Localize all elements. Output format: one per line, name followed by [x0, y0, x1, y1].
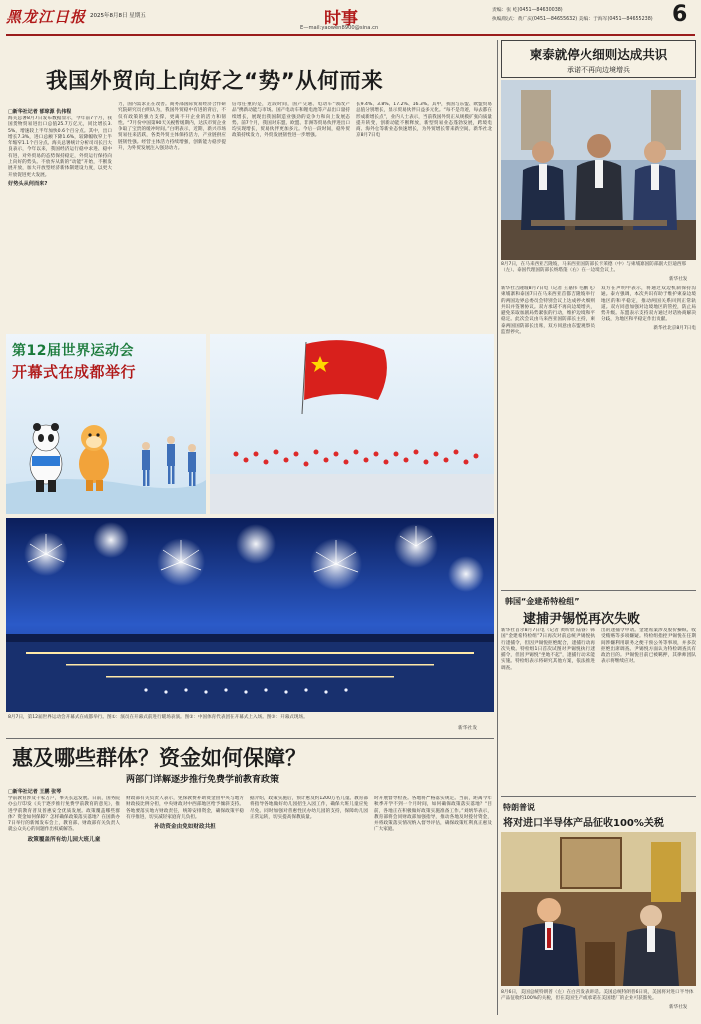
editor-line-2: 执编/版式：黄广庆(0451—84655632) 美编：于海军(0451—84655238) — [492, 17, 653, 22]
newspaper-name: 黑龙江日报 — [6, 8, 87, 26]
chip-credit: 新华社发 — [669, 1005, 688, 1010]
chip-kicker: 特朗普说 — [503, 803, 535, 812]
preschool-col-2 — [126, 796, 244, 1016]
article-korea — [501, 594, 696, 794]
preschool-col-3: 据介绍，政策实施后，预计惠及约1200万名儿童。教育部将指导各地做好幼儿园招生入园工作，确保大班儿童应免尽免。同时加强对普惠性民办幼儿园的支持，保障幼儿园正常运转，切实提高保教质量。 — [250, 796, 368, 820]
page-number: 6 — [672, 2, 688, 27]
ct-photo-credit: 新华社发 — [669, 277, 688, 282]
trade-subhead: 好势头从何而来? — [8, 180, 48, 187]
editor-credits — [492, 6, 653, 24]
section-email: E—mail:yaowen8900@sina.cn — [300, 25, 379, 31]
section-title: 时事 — [324, 9, 358, 29]
ct-headline-box — [501, 40, 696, 78]
article-preschool — [6, 742, 494, 1018]
preschool-subhead: 两部门详解逐步推行免费学前教育政策 — [126, 775, 280, 785]
preschool-section-a: 政策覆盖所有幼儿园大班儿童 — [27, 836, 101, 843]
preschool-text-1: 学前教育涉及千家万户，事关长远发展。日前，国务院办公厅印发《关于逐步推行免费学前教育的意见》，推进学前教育普及普惠安全优质发展。政策覆盖哪些群体？资金如何保障？怎样确保政策落实落地？在国新办7日举行的新闻发布会上，教育部、财政部有关负责人就公众关心的问题作出权威解答。 — [8, 796, 120, 833]
sports-credit: 新华社发 — [458, 726, 478, 731]
ct-headline: 柬泰就停火细则达成共识 — [529, 47, 668, 62]
trade-col-4: 长9.4%、3.8%、17.2%、16.3%。其中，我国与东盟、欧盟贸易总值分别增长，显示贸易伙伴日益多元化。“每不是奇迹，每去都在形成新增长点”，业内人士表示，当前我国外贸正从规模扩张向质量提升转变，创新动能不断释放，新型贸易业态蓬勃发展，跨境电商、海外仓等新业态快速增长，为外贸增长带来新空间。新华社北京8月7日电 — [356, 102, 492, 139]
chip-caption: 8月6日，美国总统特朗普（左）在白宫发表讲话。美国总统特朗普6日说，美国将对进口半导体产品征收约100%的关税，但在美国生产或承诺在美国建厂的企业可获豁免。 — [501, 990, 694, 1001]
sports-caption: 8月7日，第12届世界运动会开幕式在成都举行。图①：演员在开幕式前进行暖场表演。图②：中国体育代表团在开幕式上入场。图③：开幕式现场。 — [8, 715, 308, 720]
preschool-byline: □新华社记者 王鹏 张琴 — [8, 789, 62, 795]
right-divider-1 — [501, 590, 696, 591]
left-divider — [6, 738, 494, 739]
korea-headline-big: 逮捕尹锡悦再次失败 — [523, 612, 641, 627]
article-trade — [6, 40, 494, 330]
masthead-rule — [6, 34, 695, 36]
sports-banner-line-1: 第12届世界运动会 — [12, 343, 134, 359]
article-cambodia-thailand — [501, 40, 696, 588]
editor-line-1: 责编：张 屹(0451—84630038) — [492, 8, 563, 13]
right-divider-2 — [501, 796, 696, 797]
column-divider — [497, 40, 498, 1015]
trade-col-1 — [8, 116, 112, 328]
preschool-col-1 — [8, 796, 120, 1016]
ct-photo — [501, 80, 696, 260]
chip-headline: 将对进口半导体产品征收100%关税 — [503, 818, 664, 829]
ct-photo-caption: 8月7日，在马来西亚吉隆坡，马来西亚国防部长卡莱德（中）与柬埔寨国防部副大臣迪西那（左）、泰国代理国防部长纳塔蓬（右）在一边境会议上。 — [501, 262, 687, 273]
trade-col-2: 力，国内需求正在改善。商务部国际贸易经济合作研究院研究员白明认为，我国外贸稳中有进的背后，不仅有政策的强力支撑，更离不开企业的活力和韧性。“7月份中国第90天关税暂缓期内，达沃市贸企业争取了宝贵的缓冲时间。”白明表示，近期，新兴市场贸易往来活跃，各类外贸主体保持活力，产业链供应链韧性强。经营主体活力持续增强，创新能力稳步提升，为外贸发展注入强劲动力。 — [118, 102, 226, 152]
article-chip-tariff — [501, 800, 696, 1018]
preschool-col-4: 时开展督导检查。各地将严格落实规定。当前，距离今年秋季开学不到一个月时间，如何确保政策落实落地？“目前，各地正在积极做好政策实施准备工作。”刘炳华表示，教育部将会同财政部加强指导，推动各地及时拨付资金，并将政策落实情况纳入督导评估，确保政策红利真正惠及广大家庭。 — [374, 796, 492, 833]
korea-headline-small: 韩国“金建希特检组” — [505, 597, 580, 606]
preschool-headline: 惠及哪些群体？资金如何保障？ — [12, 746, 306, 770]
korea-text-col-2: 出的逮捕令申请。金建希案涉及股价操纵、收受贿赂等多项嫌疑。特检组指控尹锡悦在任期间涉嫌利用职务之便干预公务等事项，并多次拒绝出席调查。尹锡悦方面认为特检调查具有政治目的。尹锡悦目前已被羁押，其律师团队表示将继续应对。 — [601, 628, 696, 665]
ct-text-col-2 — [601, 286, 696, 586]
sports-banner-line-2: 开幕式在成都举行 — [12, 363, 137, 381]
chip-photo — [501, 832, 696, 986]
ct-text-col-1: 新华社吉隆坡8月7日电（记者 王嘉伟 毛鹏飞）柬埔寨和泰国7日在马来西亚首都吉隆坡举行的两国边界总委员会特别会议上达成停火细则共识并签署协议。双方承诺不再向边境增兵，避免采取加剧局势紧张的行动，维护边境和平稳定。此次会议由马来西亚国防部长主持，柬泰两国国防部长出席，双方同意由东盟观察员监督停火。 — [501, 286, 595, 336]
preschool-text-2: 财政部有关负责人表示，免保教费补助资金由中央与地方财政按比例分担，中央财政对中西部地区给予倾斜支持。各地要落实地方财政责任，统筹安排资金，确保政策平稳有序推进，切实减轻家庭育儿负担。 — [126, 796, 244, 820]
sports-photo-block — [6, 334, 494, 734]
ct-text-col-2-body: 双方在声明中表示，将通过双边机制保持沟通。泰方强调，本次共识有助于维护柬泰边境地区的和平稳定，推动两国关系回到正常轨道。双方同意加强对边境地区的管控，防止局势升级。东盟表示支持双方通过对话协商解决分歧，为地区和平稳定作出贡献。 — [601, 286, 696, 323]
ct-subhead: 承诺不再向边境增兵 — [567, 66, 630, 74]
trade-text-1: 海关总署8月7日发布数据显示，今年前7个月，我国货物贸易进出口总值25.7万亿元，同比增长3.5%，增速较上半年加快0.6个百分点。其中，出口增长7.3%，进口总额下降1.6%，较降幅收窄上半年缩窄1.1个百分点。海关总署统计分析司司长吕大良表示，今年以来，我国经济运行稳中求进、稳中有进，对外贸易的态势保持稳定，外贸运行保持向上向好的势头。不放弃从新的“动能”开始，不断发展开放，加大开放型经济新体制建设力度，以更大开放促进更大发展。 — [8, 116, 112, 178]
trade-byline: □新华社记者 郁琼源 仇伟程 — [8, 109, 72, 115]
trade-headline: 我国外贸向上向好之“势”从何而来 — [46, 69, 384, 94]
sports-banner — [12, 340, 136, 382]
issue-date: 2025年8月8日 星期五 — [90, 13, 146, 19]
sports-photo — [6, 334, 494, 712]
korea-text-col-1: 新华社首尔8月7日电（记者 黄昕欣 陆睿）韩国“金建希特检组”7日再次对前总统尹锡悦执行逮捕令，但因尹锡悦拒绝配合，逮捕行动再次失败。特检组1日首次试图对尹锡悦执行逮捕令，但因尹锡悦“坐地不起”，逮捕行动未能实施。特检组表示将研究其他方案，依法推进调查。 — [501, 628, 595, 671]
trade-col-3: 信母任重的是，近段时间，国产交通、电动车“领改产品”携新动能与市场。国产电动车和锂电池等产品出口量持续增长，展现出我国制造业强劲的竞争力和向上发展态势。前7个月，我国对东盟、欧盟、非洲等贸易伙伴进出口均实现增长，贸易伙伴更加多元。今后一段时间，稳外贸政策持续发力，外贸发展韧性进一步增强。 — [232, 102, 350, 139]
ct-dateline: 新华社北京8月7日电 — [653, 325, 696, 331]
preschool-section-b: 补助资金由免如财政共担 — [154, 824, 216, 831]
